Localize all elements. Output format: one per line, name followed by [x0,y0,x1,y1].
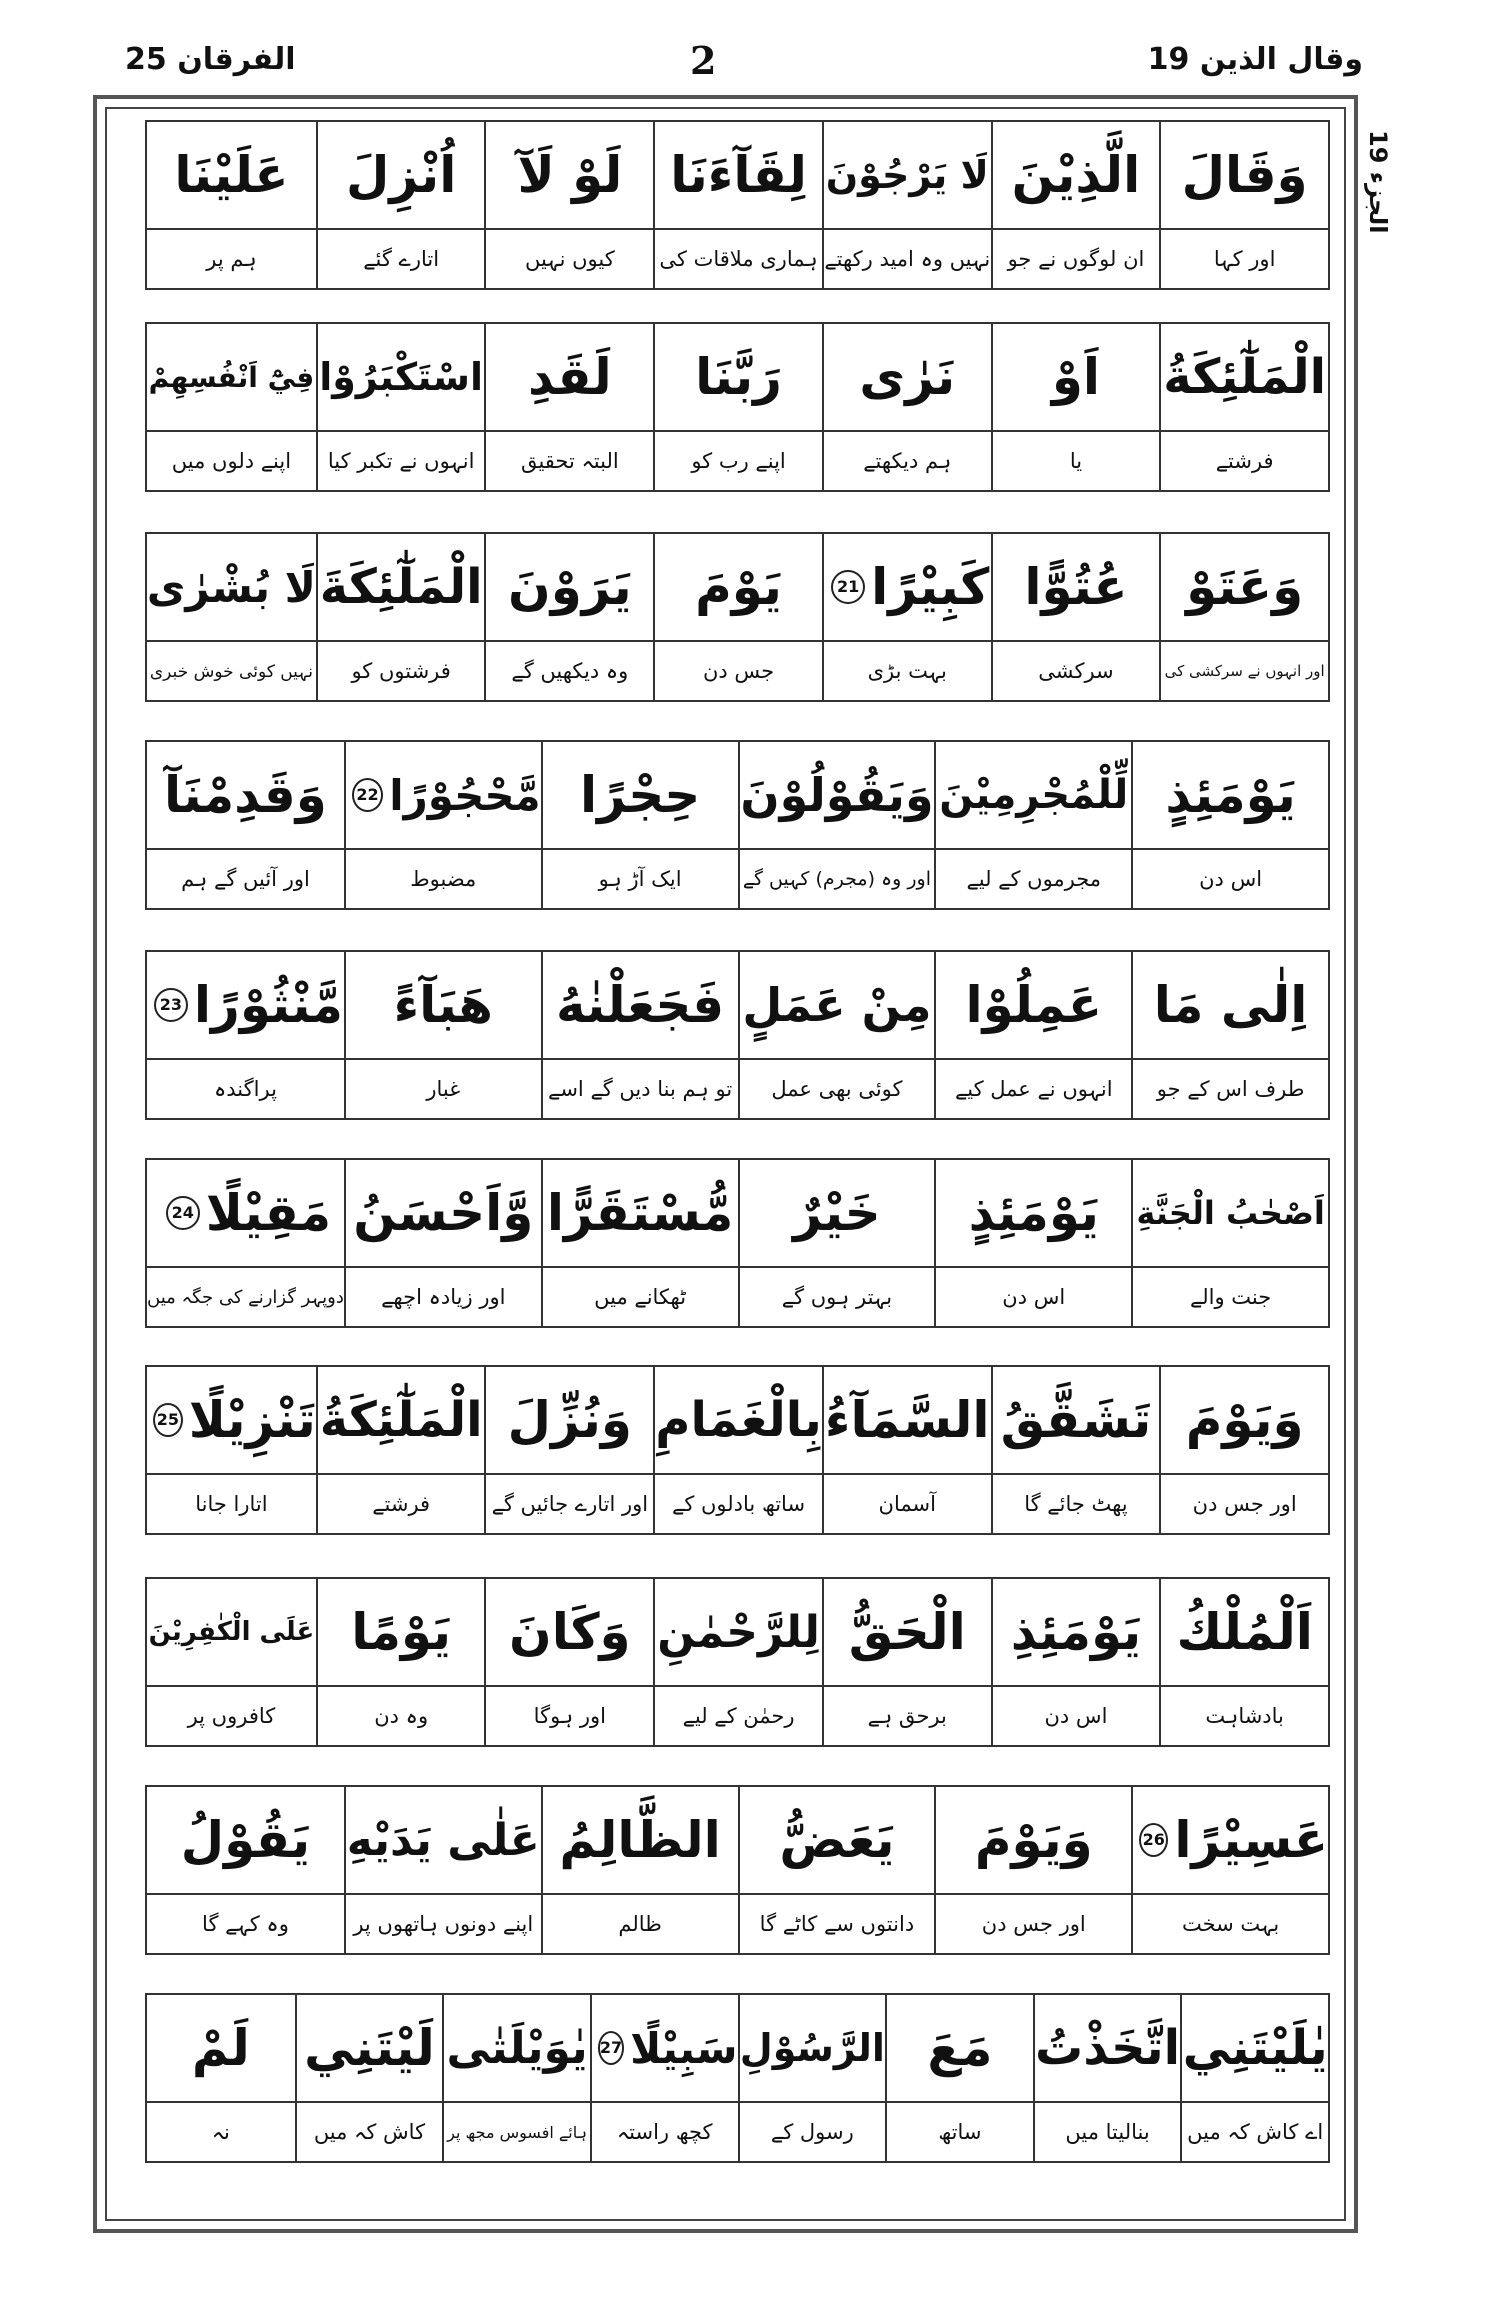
word-row [145,1365,1330,1535]
urdu-translation: دانتوں سے کاٹے گا [759,1912,915,1936]
arabic-word-text: اَصْحٰبُ الْجَنَّةِ [1136,1194,1325,1232]
word-cell [344,1160,541,1326]
arabic-word [936,742,1131,850]
word-cell [442,1995,590,2161]
arabic-word-text: وَنُزِّلَ [507,1391,633,1449]
word-cell [147,1995,295,2161]
arabic-word-text: عُتُوًّا [1024,558,1128,616]
word-cell [822,324,991,490]
urdu-translation: ٹھکانے میں [594,1285,687,1309]
arabic-word-text: لَوْ لَآ [517,146,623,204]
arabic-word [740,742,935,850]
arabic-word [1161,122,1328,230]
arabic-word-text: عَمِلُوْا [965,976,1103,1034]
arabic-word-text: وَيَوْمَ [974,1811,1093,1869]
word-cell [991,534,1160,700]
word-row [145,532,1330,702]
arabic-word-text: لِّلْمُجْرِمِيْنَ [939,772,1129,818]
urdu-translation: انہوں نے عمل کیے [954,1077,1113,1101]
arabic-word-text: اُنْزِلَ [345,146,457,204]
urdu-translation: یا [1069,449,1083,473]
urdu-translation: سرکشی [1038,659,1114,683]
arabic-word [1133,742,1328,850]
word-cell [738,1160,935,1326]
word-cell [653,1367,822,1533]
word-cell [541,1787,738,1953]
urdu-translation: فرشتوں کو [351,659,451,683]
word-cell [147,1367,316,1533]
arabic-word-text: هَبَآءً [393,976,493,1034]
arabic-word-text: يَوْمَئِذِ [1010,1603,1142,1661]
urdu-translation: اور جس دن [981,1912,1086,1936]
word-cell [147,1160,344,1326]
arabic-word-text: يٰوَيْلَتٰى [446,2022,588,2074]
urdu-translation: مجرموں کے لیے [966,867,1102,891]
word-cell [738,952,935,1118]
arabic-word-text: عَلٰى يَدَيْهِ [346,1814,540,1866]
urdu-translation: اور آئیں گے ہم [181,867,310,891]
urdu-translation: انہوں نے تکبر کیا [327,449,475,473]
arabic-word-text: رَبَّنَا [695,348,782,406]
arabic-word [1133,952,1328,1060]
arabic-word-text: مِنْ عَمَلٍ [742,978,932,1032]
arabic-word-text: يَوْمَئِذٍ [1165,766,1296,824]
arabic-word-text: لَا بُشْرٰى [147,562,316,612]
arabic-word [824,534,991,642]
word-cell [1131,1160,1328,1326]
arabic-word-text: الْحَقُّ [848,1603,966,1661]
urdu-translation: اور انہوں نے سرکشی کی [1164,662,1325,680]
word-cell [822,1579,991,1745]
word-cell [316,1579,485,1745]
word-cell [738,742,935,908]
word-cell [484,122,653,288]
arabic-word-text: وَقَالَ [1181,146,1308,204]
arabic-word-text: حِجْرًا [579,766,701,824]
urdu-translation: اور اتارے جائیں گے [491,1492,649,1516]
arabic-word-text: تَشَقَّقُ [1000,1391,1152,1449]
arabic-word-text: لَا يَرْجُوْنَ [825,153,989,197]
arabic-word [147,742,344,850]
arabic-word-text: اِلٰى مَا [1153,976,1308,1034]
word-row [145,1993,1330,2163]
urdu-translation: غبار [426,1077,461,1101]
word-row [145,1785,1330,1955]
arabic-word [824,1579,991,1687]
urdu-translation: ہم دیکھتے [863,449,952,473]
urdu-translation: بہت سخت [1181,1912,1280,1936]
word-cell [316,534,485,700]
word-cell [316,122,485,288]
word-cell [1180,1995,1328,2161]
word-cell [147,742,344,908]
word-cell [316,1367,485,1533]
arabic-word [824,122,991,230]
arabic-word-text: اَوْ [1051,348,1101,406]
arabic-word [740,1787,935,1895]
urdu-translation: اور زیادہ اچھے [381,1285,506,1309]
arabic-word-text: فَجَعَلْنٰهُ [556,976,725,1034]
urdu-translation: نہیں وہ امید رکھتے [824,247,991,271]
ayah-number-marker: 21 [831,570,865,604]
arabic-word [147,1995,295,2103]
word-cell [991,1367,1160,1533]
arabic-word [993,1579,1160,1687]
arabic-word [1182,1995,1328,2103]
urdu-translation: وہ دیکھیں گے [511,659,629,683]
word-cell [295,1995,443,2161]
arabic-word [147,534,316,642]
arabic-word [318,1579,485,1687]
arabic-word [147,1579,316,1687]
word-cell [991,1579,1160,1745]
arabic-word [1161,1367,1328,1475]
word-cell [991,122,1160,288]
arabic-word-text: خَيْرٌ [793,1184,881,1242]
urdu-translation: ایک آڑ ہو [598,867,682,891]
word-row [145,1158,1330,1328]
arabic-word-text: عَلَيْنَا [174,146,289,204]
word-cell [991,324,1160,490]
urdu-translation: پھٹ جائے گا [1024,1492,1128,1516]
arabic-word [486,122,653,230]
arabic-word-text: نَرٰى [859,348,956,406]
juz-side-label [1360,130,1400,240]
arabic-word [740,1995,886,2103]
word-cell [344,1787,541,1953]
arabic-word-text: عَسِيْرًا [1174,1811,1328,1869]
arabic-word-text: لَيْتَنِي [304,2019,435,2077]
word-cell [653,534,822,700]
arabic-word [936,1160,1131,1268]
arabic-word [147,1787,344,1895]
urdu-translation: کاش کہ میں [313,2120,426,2144]
urdu-translation: اس دن [1199,867,1263,891]
word-row [145,322,1330,492]
ayah-number-marker: 27 [598,2031,624,2065]
arabic-word-text: الْمَلٰٓئِكَةُ [319,1392,483,1448]
arabic-word-text: مَّحْجُوْرًا [389,770,541,820]
arabic-word-text: اَلْمُلْكُ [1176,1603,1313,1661]
juz-name: وقال الذین 19 [1147,42,1363,77]
urdu-translation: تو ہم بنا دیں گے اسے [548,1077,733,1101]
urdu-translation: کچھ راستہ [616,2120,713,2144]
urdu-translation: بہت بڑی [867,659,947,683]
word-cell [738,1787,935,1953]
urdu-translation: اتارے گئے [363,247,440,271]
word-row [145,1577,1330,1747]
arabic-word [297,1995,443,2103]
urdu-translation: اور ہوگا [533,1704,607,1728]
arabic-word [444,1995,590,2103]
arabic-word-text: يَوْمَئِذٍ [968,1184,1099,1242]
urdu-translation: کوئی بھی عمل [771,1077,903,1101]
arabic-word [1161,534,1328,642]
word-cell [147,1579,316,1745]
arabic-word [655,122,822,230]
word-cell [822,534,991,700]
arabic-word-text: وَقَدِمْنَآ [164,766,327,824]
urdu-translation: اے کاش کہ میں [1187,2120,1324,2144]
arabic-word-text: وَيَقُوْلُوْنَ [740,768,934,822]
arabic-word [1035,1995,1181,2103]
word-cell [1131,952,1328,1118]
ayah-number-marker: 25 [153,1403,183,1437]
word-cell [316,324,485,490]
arabic-word [655,1367,822,1475]
arabic-word [147,952,344,1060]
surah-name: الفرقان 25 [125,42,296,77]
arabic-word [486,324,653,432]
arabic-word-text: السَّمَآءُ [824,1391,990,1449]
arabic-word-text: لَمْ [191,2019,250,2077]
word-cell [934,1787,1131,1953]
word-cell [1131,1787,1328,1953]
arabic-word [318,534,485,642]
urdu-translation: اور وہ (مجرم) کہیں گے [742,868,932,890]
urdu-translation: نہ [211,2120,230,2144]
page-header [0,0,1493,95]
word-cell [147,1787,344,1953]
word-cell [484,1579,653,1745]
arabic-word [318,1367,485,1475]
word-cell [1159,1579,1328,1745]
arabic-word-text: اسْتَكْبَرُوْا [319,355,484,399]
arabic-word [936,1787,1131,1895]
urdu-translation: برحق ہے [867,1704,947,1728]
word-row [145,740,1330,910]
urdu-translation: اپنے رب کو [691,449,786,473]
arabic-word-text: لِلرَّحْمٰنِ [657,1606,820,1658]
urdu-translation: وہ کہے گا [202,1912,289,1936]
arabic-word-text: لَقَدِ [528,348,612,406]
arabic-word-text: وَيَوْمَ [1185,1391,1304,1449]
arabic-word-text: مَّنْثُوْرًا [193,976,343,1034]
urdu-translation: کیوں نہیں [524,247,615,271]
word-cell [1159,324,1328,490]
urdu-translation: اس دن [1044,1704,1108,1728]
urdu-translation: مضبوط [410,867,477,891]
arabic-word [993,324,1160,432]
arabic-word [740,1160,935,1268]
urdu-translation: جنت والے [1189,1285,1272,1309]
arabic-word-text: عَلَى الْكٰفِرِيْنَ [148,1617,315,1647]
urdu-translation: بہتر ہوں گے [781,1285,893,1309]
arabic-word [887,1995,1033,2103]
word-cell [1033,1995,1181,2161]
arabic-word [824,324,991,432]
arabic-word-text: فِيْٓ اَنْفُسِهِمْ [148,360,315,394]
arabic-word-text: تَنْزِيْلًا [188,1391,316,1449]
arabic-word-text: الْمَلٰٓئِكَةَ [319,559,483,615]
word-cell [344,742,541,908]
arabic-word [486,1579,653,1687]
ayah-number-marker: 26 [1139,1823,1168,1857]
word-cell [541,1160,738,1326]
arabic-word-text: كَبِيْرًا [871,558,990,616]
arabic-word-text: وَكَانَ [509,1603,631,1661]
urdu-translation: آسمان [878,1492,936,1516]
word-cell [1159,1367,1328,1533]
arabic-word-text: الرَّسُوْلِ [739,2026,885,2070]
arabic-word [740,952,935,1060]
word-cell [653,1579,822,1745]
arabic-word [824,1367,991,1475]
arabic-word [346,1160,541,1268]
arabic-word-text: مَعَ [927,2019,993,2077]
urdu-translation: ہائے افسوس مجھ پر [447,2122,587,2142]
arabic-word-text: يَعَضُّ [779,1811,895,1869]
urdu-translation: البتہ تحقیق [520,449,619,473]
arabic-word [543,742,738,850]
urdu-translation: دوپہر گزارنے کی جگہ میں [147,1286,344,1308]
arabic-word [486,534,653,642]
word-cell [147,122,316,288]
arabic-word [346,1787,541,1895]
arabic-word-text: مَقِيْلًا [205,1184,332,1242]
urdu-translation: نہیں کوئی خوش خبری [149,661,313,682]
urdu-translation: اور کہا [1213,247,1276,271]
arabic-word-text: يَقُوْلُ [180,1811,311,1869]
word-cell [934,742,1131,908]
word-cell [822,1367,991,1533]
urdu-translation: اس دن [1002,1285,1066,1309]
arabic-word [1161,1579,1328,1687]
urdu-translation: بنالیتا میں [1065,2120,1150,2144]
arabic-word [1133,1787,1328,1895]
word-cell [344,952,541,1118]
arabic-word-text: اتَّخَذْتُ [1035,2020,1181,2076]
arabic-word-text: سَبِيْلًا [630,2023,738,2073]
word-row [145,120,1330,290]
word-cell [934,952,1131,1118]
arabic-word-text: يَوْمَ [695,558,782,616]
word-cell [1159,122,1328,288]
arabic-word [346,742,541,850]
urdu-translation: اپنے دونوں ہاتھوں پر [353,1912,534,1936]
word-cell [147,324,316,490]
urdu-translation: رحمٰن کے لیے [682,1704,795,1728]
word-cell [738,1995,886,2161]
juz-side-label-text: الجزء 19 [1364,130,1392,234]
urdu-translation: اپنے دلوں میں [171,449,292,473]
word-cell [484,534,653,700]
urdu-translation: فرشتے [1215,449,1274,473]
urdu-translation: ہماری ملاقات کی [659,247,818,271]
arabic-word [543,1787,738,1895]
arabic-word [486,1367,653,1475]
arabic-word-text: وَّاَحْسَنُ [353,1184,534,1242]
urdu-translation: پراگندہ [213,1077,277,1101]
arabic-word [655,324,822,432]
arabic-word [543,952,738,1060]
arabic-word [147,324,316,432]
arabic-word [993,122,1160,230]
urdu-translation: رسول کے [770,2120,854,2144]
urdu-translation: ظالم [618,1912,662,1936]
arabic-word [1133,1160,1328,1268]
ayah-number-marker: 23 [154,988,188,1022]
word-cell [147,952,344,1118]
word-cell [541,952,738,1118]
arabic-word [936,952,1131,1060]
word-cell [934,1160,1131,1326]
arabic-word [655,534,822,642]
arabic-word [346,952,541,1060]
word-cell [653,122,822,288]
ayah-number-marker: 24 [166,1196,200,1230]
urdu-translation: ساتھ بادلوں کے [672,1492,806,1516]
page-number: 2 [690,38,717,83]
word-cell [885,1995,1033,2161]
urdu-translation: جس دن [702,659,775,683]
arabic-word-text: يَرَوْنَ [508,558,632,616]
urdu-translation: ان لوگوں نے جو [1007,247,1145,271]
ayah-number-marker: 22 [352,778,383,812]
urdu-translation: اتارا جانا [195,1492,268,1516]
word-cell [147,534,316,700]
urdu-translation: وہ دن [374,1704,429,1728]
word-cell [484,324,653,490]
arabic-word [147,1367,316,1475]
arabic-word-text: مُّسْتَقَرًّا [546,1184,734,1242]
urdu-translation: طرف اس کے جو [1156,1077,1305,1101]
arabic-word [1161,324,1328,432]
urdu-translation: اور جس دن [1192,1492,1297,1516]
arabic-word [993,534,1160,642]
arabic-word [655,1579,822,1687]
arabic-word [993,1367,1160,1475]
word-cell [822,122,991,288]
arabic-word-text: يَوْمًا [351,1603,452,1661]
urdu-translation: ہم پر [206,247,257,271]
arabic-word [318,122,485,230]
word-cell [653,324,822,490]
word-cell [1159,534,1328,700]
arabic-word [318,324,485,432]
urdu-translation: بادشاہت [1205,1704,1284,1728]
urdu-translation: کافروں پر [187,1704,276,1728]
arabic-word-text: وَعَتَوْ [1186,558,1304,616]
arabic-word-text: الْمَلٰٓئِكَةُ [1163,349,1327,405]
word-cell [1131,742,1328,908]
arabic-word-text: يٰلَيْتَنِي [1182,2020,1328,2076]
arabic-word [592,1995,738,2103]
arabic-word [147,1160,344,1268]
arabic-word [147,122,316,230]
urdu-translation: فرشتے [372,1492,431,1516]
arabic-word-text: لِقَآءَنَا [670,146,807,204]
urdu-translation: ساتھ [938,2120,982,2144]
arabic-word-text: الَّذِيْنَ [1011,146,1141,204]
arabic-word [543,1160,738,1268]
word-cell [484,1367,653,1533]
arabic-word-text: الظَّالِمُ [559,1811,721,1869]
word-cell [590,1995,738,2161]
word-row [145,950,1330,1120]
word-cell [541,742,738,908]
arabic-word-text: بِالْغَمَامِ [655,1392,822,1448]
